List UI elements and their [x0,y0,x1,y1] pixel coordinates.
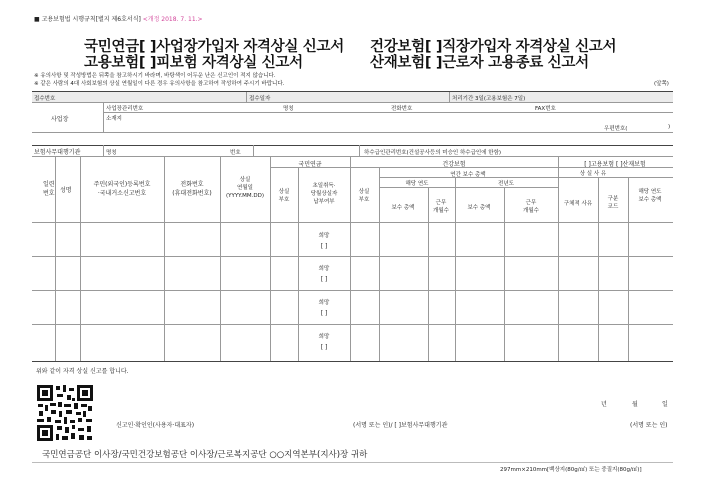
law-line: ■ 고용보험법 시행규칙[별지 제6호서식] [34,16,141,23]
row-line-3 [32,324,673,325]
footer-line [32,462,673,463]
hope-label-2: 희망 [318,266,330,272]
note-instructions: ※ 유의사항 및 작성방법은 뒤쪽을 참고하시기 바라며, 바탕색이 어두운 난은 신고인이 적지 않습니다. [34,73,276,79]
receipt-divider-2 [449,92,450,102]
previous-pay-total: 보수 총액 [467,205,491,211]
agency-divider-2 [253,145,254,156]
col-line-12 [558,156,559,362]
paper-spec: 297mm×210mm[백상지(80g/㎡) 또는 중질지(80g/㎡)] [500,467,642,473]
col-id-number: 주민(외국인)등록번호 ·국내거소신고번호 [93,181,151,197]
hope-checkbox-2[interactable]: [ ] [320,276,328,283]
workplace-mgmt-no: 사업장관리번호 [106,106,144,112]
workplace-mid-line [103,112,673,113]
receipt-row-bottom [32,102,673,103]
health-loss-code: 상실 부호 [358,189,370,203]
col-line-11 [504,187,505,362]
title-health: 건강보험[ ]직장가입자 자격상실 신고서 [370,39,617,55]
workplace-bottom-line [32,132,673,133]
processing-period: 처리기간 3일(고용보험은 7일) [452,96,526,102]
title-pension: 국민연금[ ]사업장가입자 자격상실 신고서 [84,39,344,55]
title-employment: 고용보험[ ]피보험 자격상실 신고서 [84,55,303,71]
col-line-8 [379,167,380,362]
hope-label-1: 희망 [318,233,330,239]
table-bottom-border [32,361,673,362]
loss-reason-header: 상 실 사 유 [579,171,607,177]
workplace-label-divider [103,102,104,132]
hope-label-3: 희망 [318,300,330,306]
workplace-phone: 전화번호 [391,106,413,112]
header-line-3 [379,187,559,188]
col-line-14 [628,177,629,362]
health-previous-year: 전년도 [498,181,514,187]
col-line-3 [164,156,165,362]
declarant-label: 신고인·확인인(사용자·대표자) [116,422,195,429]
hope-checkbox-3[interactable]: [ ] [320,310,328,317]
agency-divider-3 [359,145,360,156]
current-year-pay: 해당 연도 보수 총액 [638,189,662,203]
col-line-9 [428,187,429,362]
health-annual-total: 연간 보수 총액 [450,172,486,178]
agency-name: 명칭 [106,150,117,156]
col-phone: 전화번호 (휴대전화번호) [172,181,212,197]
statement: 위와 같이 자격 상실 신고를 합니다. [36,368,129,375]
category-code: 구분 코드 [607,196,619,210]
agency-number: 번호 [230,150,241,156]
signature-declarant: (서명 또는 인)/ [ ]보험사무대행기관 [353,422,448,429]
agency-bottom-line [32,156,673,157]
header-bottom-line [32,222,673,223]
date-day: 일 [662,401,668,408]
subcontract-mgmt-no: 하수급인관리번호(건설공사등의 미승인 하수급인에 한함) [364,150,502,156]
agency-top-border [32,145,673,146]
hope-label-4: 희망 [318,334,330,340]
current-pay-total: 보수 총액 [391,205,415,211]
receipt-divider-1 [246,92,247,102]
col-line-4 [220,156,221,362]
recipients: 국민연금공단 이사장/국민건강보험공단 이사장/근로복지공단 ○○지역본부(지사)장 귀하 [42,450,368,460]
page-mark: (앞쪽) [654,81,669,87]
agency-label: 보험사무대행기관 [34,149,81,156]
qr-code-icon [36,384,94,442]
note-different-dates: ※ 같은 사람의 4대 사회보험의 상실 연월일이 다른 경우 유의사항을 참고하여 작성하여 주시기 바랍니다. [34,81,285,87]
revision-date: <개정 2018. 7. 11.> [142,16,203,23]
specific-reason: 구체적 사유 [563,201,593,207]
row-line-2 [32,290,673,291]
employment-header: [ ]고용보험 [ ]산재보험 [584,161,646,168]
pension-header: 국민연금 [298,161,322,168]
law-reference [34,14,203,23]
col-loss-date: 상실 연월일 (YYYY.MM.DD) [225,177,265,199]
workplace-name: 명칭 [283,106,294,112]
hope-checkbox-4[interactable]: [ ] [320,344,328,351]
workplace-label: 사업장 [51,116,69,123]
pension-loss-code: 상실 부호 [278,189,290,203]
col-serial-no: 일련 번호 [43,181,55,197]
current-work-months: 근무 개월수 [433,200,449,214]
col-line-10 [455,177,456,362]
signature-agency: (서명 또는 인) [630,422,668,429]
date-year: 년 [601,401,607,408]
col-line-7 [350,156,351,362]
receipt-number-label: 접수번호 [34,96,56,102]
workplace-fax: FAX번호 [535,106,556,112]
top-border [32,91,673,92]
workplace-postal: 우편번호( [604,126,628,132]
receipt-date-label: 접수일자 [249,96,271,102]
header-line-2b [558,177,673,178]
receipt-row [32,92,673,102]
pension-payment: 초일취득· 당월상실자 납부여부 [310,183,338,205]
workplace-address: 소재지 [106,116,122,122]
col-line-1 [55,156,56,362]
col-line-5 [270,156,271,362]
date-month: 월 [632,401,638,408]
col-line-2 [80,156,81,362]
previous-work-months: 근무 개월수 [523,200,539,214]
title-industrial: 산재보험[ ]근로자 고용종료 신고서 [370,55,589,71]
hope-checkbox-1[interactable]: [ ] [320,243,328,250]
col-line-6 [298,167,299,362]
col-name: 성명 [60,187,72,194]
health-header: 건강보험 [442,161,466,168]
health-current-year: 해당 연도 [405,181,429,187]
agency-divider-1 [103,145,104,156]
col-line-13 [598,177,599,362]
workplace-postal-close: ) [668,124,671,130]
row-line-1 [32,256,673,257]
